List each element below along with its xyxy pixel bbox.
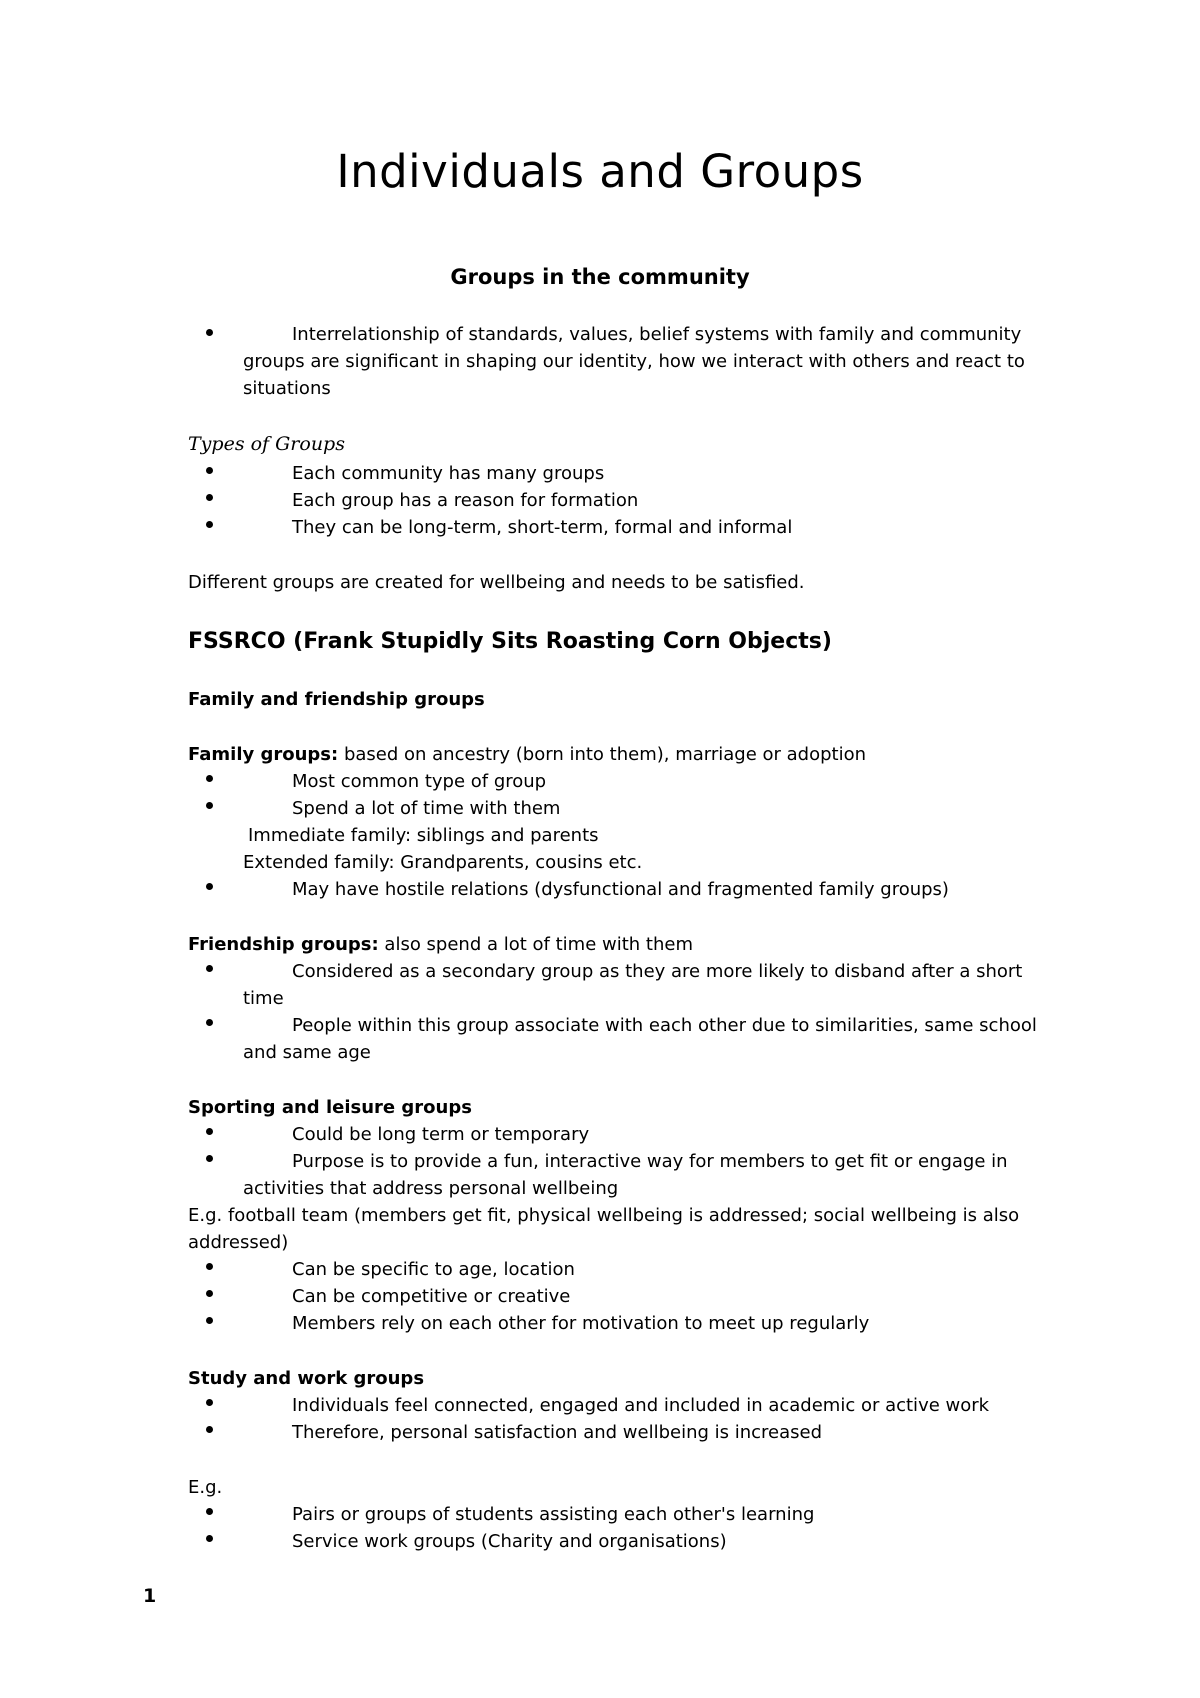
bullet-icon bbox=[206, 1399, 213, 1406]
list-item: Each group has a reason for formation bbox=[292, 490, 639, 511]
bullet-icon bbox=[206, 1290, 213, 1297]
list-item: Pairs or groups of students assisting each other's learning bbox=[292, 1504, 815, 1525]
paragraph-line: Immediate family: siblings and parents bbox=[248, 825, 599, 846]
bullet-icon bbox=[206, 775, 213, 782]
list-item: Can be specific to age, location bbox=[292, 1259, 575, 1280]
bullet-icon bbox=[206, 494, 213, 501]
section-heading-fssrco: FSSRCO (Frank Stupidly Sits Roasting Corn Objects) bbox=[188, 629, 832, 654]
paragraph-line bbox=[188, 931, 693, 958]
list-item: Most common type of group bbox=[292, 771, 547, 792]
list-item: Members rely on each other for motivation to meet up regularly bbox=[292, 1313, 870, 1334]
list-item: Considered as a secondary group as they are more likely to disband after a short bbox=[292, 961, 1023, 982]
subheading-study-work: Study and work groups bbox=[188, 1368, 425, 1389]
inline-label: Family groups: bbox=[188, 744, 339, 765]
section-heading-groups-in-community: Groups in the community bbox=[450, 265, 750, 289]
bullet-icon bbox=[206, 329, 213, 336]
list-item: They can be long-term, short-term, formal and informal bbox=[292, 517, 793, 538]
paragraph-line: Interrelationship of standards, values, belief systems with family and community bbox=[292, 324, 1022, 345]
list-item-continuation: and same age bbox=[243, 1042, 371, 1063]
inline-text: also spend a lot of time with them bbox=[378, 934, 693, 955]
list-item: People within this group associate with each other due to similarities, same school bbox=[292, 1015, 1037, 1036]
bullet-icon bbox=[206, 1508, 213, 1515]
paragraph-line: addressed) bbox=[188, 1232, 289, 1253]
paragraph-line: E.g. football team (members get fit, physical wellbeing is addressed; social wellbeing is also bbox=[188, 1205, 1020, 1226]
bullet-icon bbox=[206, 1317, 213, 1324]
bullet-icon bbox=[206, 1535, 213, 1542]
subheading-sporting-leisure: Sporting and leisure groups bbox=[188, 1097, 472, 1118]
list-item: Each community has many groups bbox=[292, 463, 605, 484]
bullet-icon bbox=[206, 1019, 213, 1026]
paragraph-line: E.g. bbox=[188, 1477, 223, 1498]
list-item: Can be competitive or creative bbox=[292, 1286, 571, 1307]
inline-text: based on ancestry (born into them), marriage or adoption bbox=[338, 744, 866, 765]
list-item-continuation: time bbox=[243, 988, 284, 1009]
list-item: Could be long term or temporary bbox=[292, 1124, 590, 1145]
paragraph-line bbox=[188, 741, 866, 768]
paragraph-line: situations bbox=[243, 378, 331, 399]
bullet-icon bbox=[206, 521, 213, 528]
list-item: Spend a lot of time with them bbox=[292, 798, 561, 819]
document-title: Individuals and Groups bbox=[336, 145, 864, 198]
inline-label: Friendship groups: bbox=[188, 934, 379, 955]
bullet-icon bbox=[206, 1263, 213, 1270]
list-item: May have hostile relations (dysfunctional and fragmented family groups) bbox=[292, 879, 949, 900]
paragraph-line: Extended family: Grandparents, cousins etc. bbox=[243, 852, 643, 873]
subheading-family-friendship: Family and friendship groups bbox=[188, 689, 485, 710]
paragraph-line: Different groups are created for wellbeing and needs to be satisfied. bbox=[188, 572, 805, 593]
bullet-icon bbox=[206, 467, 213, 474]
bullet-icon bbox=[206, 1426, 213, 1433]
bullet-icon bbox=[206, 802, 213, 809]
list-item: Service work groups (Charity and organisations) bbox=[292, 1531, 727, 1552]
subheading-types-of-groups: Types of Groups bbox=[188, 433, 345, 455]
list-item-continuation: activities that address personal wellbeing bbox=[243, 1178, 619, 1199]
bullet-icon bbox=[206, 1155, 213, 1162]
list-item: Therefore, personal satisfaction and wellbeing is increased bbox=[292, 1422, 823, 1443]
bullet-icon bbox=[206, 965, 213, 972]
list-item: Individuals feel connected, engaged and included in academic or active work bbox=[292, 1395, 990, 1416]
paragraph-line: groups are significant in shaping our identity, how we interact with others and react to bbox=[243, 351, 1025, 372]
list-item: Purpose is to provide a fun, interactive way for members to get fit or engage in bbox=[292, 1151, 1008, 1172]
bullet-icon bbox=[206, 1128, 213, 1135]
bullet-icon bbox=[206, 883, 213, 890]
page-number: 1 bbox=[143, 1585, 157, 1607]
